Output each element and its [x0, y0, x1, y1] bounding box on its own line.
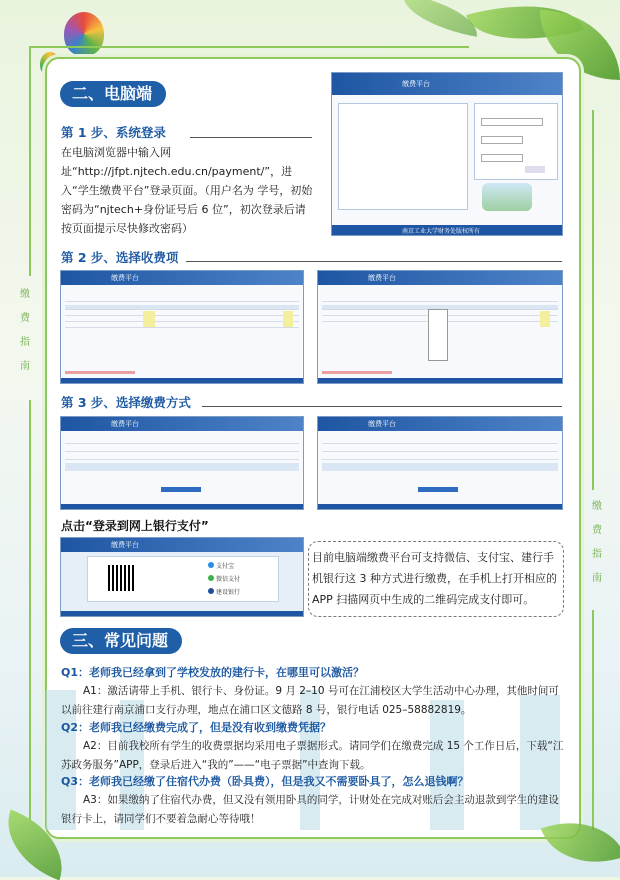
divider	[202, 406, 562, 407]
alipay-option[interactable]: 支付宝	[208, 561, 234, 570]
hot-air-balloon-icon	[64, 12, 104, 56]
step3-title: 第 3 步、选择缴费方式	[61, 395, 191, 410]
divider	[186, 261, 562, 262]
login-button[interactable]	[525, 166, 545, 173]
platform-title: 缴费平台	[402, 80, 430, 88]
faq-answer: A3：如果缴纳了住宿代办费，但又没有领用卧具的同学，计财处在完成对账后会主动退款到学生的建设银行卡上，请同学们不要着急耐心等待哦！	[61, 794, 559, 825]
platform-title: 缴费平台	[111, 420, 139, 428]
login-footer: 南京工业大学财务处版权所有	[402, 228, 481, 235]
faq-question: Q3：老师我已经缴了住宿代办费（卧具费），但是我又不需要卧具了，怎么退钱啊？	[61, 775, 469, 788]
fee-select-screenshot-2	[317, 270, 563, 384]
login-form-box	[474, 103, 558, 180]
pay-button[interactable]	[418, 487, 458, 492]
payment-method-screenshot-2	[317, 416, 563, 510]
click-label: 点击“登录到网上银行支付”	[61, 519, 209, 533]
username-field[interactable]	[481, 118, 543, 126]
ccb-option[interactable]: 建设银行	[208, 587, 240, 596]
frame-line	[29, 400, 31, 820]
qr-code-icon	[108, 565, 134, 591]
dropdown-list[interactable]	[428, 309, 448, 361]
step1-body: 在电脑浏览器中输入网址“http://jfpt.njtech.edu.cn/payment/”，进入“学生缴费平台”登录页面。（用户名为 学号，初始密码为“njtech+身份证号后 6 位”，初次登录后请按页面提示尽快修改密码）	[61, 146, 313, 235]
payment-popup	[87, 556, 279, 602]
payment-method-screenshot-1	[60, 416, 304, 510]
platform-title: 缴费平台	[111, 274, 139, 282]
captcha-field[interactable]	[481, 154, 523, 162]
frame-line	[592, 610, 594, 830]
bank-payment-screenshot	[60, 537, 304, 617]
section-title: 三、常见问题	[60, 628, 182, 654]
pay-button[interactable]	[161, 487, 201, 492]
login-screenshot	[331, 72, 563, 236]
wechat-option[interactable]: 微信支付	[208, 574, 240, 583]
step1-title: 第 1 步、系统登录	[61, 125, 166, 140]
side-label-left: 缴 费 指 南	[20, 289, 30, 372]
password-field[interactable]	[481, 136, 523, 144]
platform-title: 缴费平台	[111, 541, 139, 549]
frame-line	[29, 46, 469, 48]
fee-select-screenshot-1	[60, 270, 304, 384]
frame-line	[592, 110, 594, 490]
faq-answer: A1：激活请带上手机、银行卡、身份证。9 月 2–10 号可在江浦校区大学生活动中心办理，其他时间可以前往建行南京浦口支行办理，地点在浦口区文德路 8 号，银行电话 025–58882819。	[61, 685, 559, 716]
student-illustration	[482, 183, 532, 211]
section-title: 二、电脑端	[60, 81, 166, 107]
side-label-right: 缴 费 指 南	[592, 501, 602, 584]
divider	[190, 137, 312, 138]
note-text: 目前电脑端缴费平台可支持微信、支付宝、建行手机银行这 3 种方式进行缴费，在手机上打开相应的 APP 扫描网页中生成的二维码完成支付即可。	[312, 551, 557, 606]
platform-title: 缴费平台	[368, 420, 396, 428]
frame-line	[29, 46, 31, 276]
platform-title: 缴费平台	[368, 274, 396, 282]
faq-answer: A2：目前我校所有学生的收费票据均采用电子票据形式。请同学们在缴费完成 15 个工作日后，下载“江苏政务服务”APP，登录后进入“我的”——“电子票据”中查询下载。	[61, 740, 564, 771]
login-left-box	[338, 103, 468, 210]
faq-question: Q1：老师我已经拿到了学校发放的建行卡，在哪里可以激活？	[61, 666, 365, 679]
faq-question: Q2：老师我已经缴费完成了，但是没有收到缴费凭据？	[61, 721, 332, 734]
step2-title: 第 2 步、选择收费项	[61, 250, 179, 265]
